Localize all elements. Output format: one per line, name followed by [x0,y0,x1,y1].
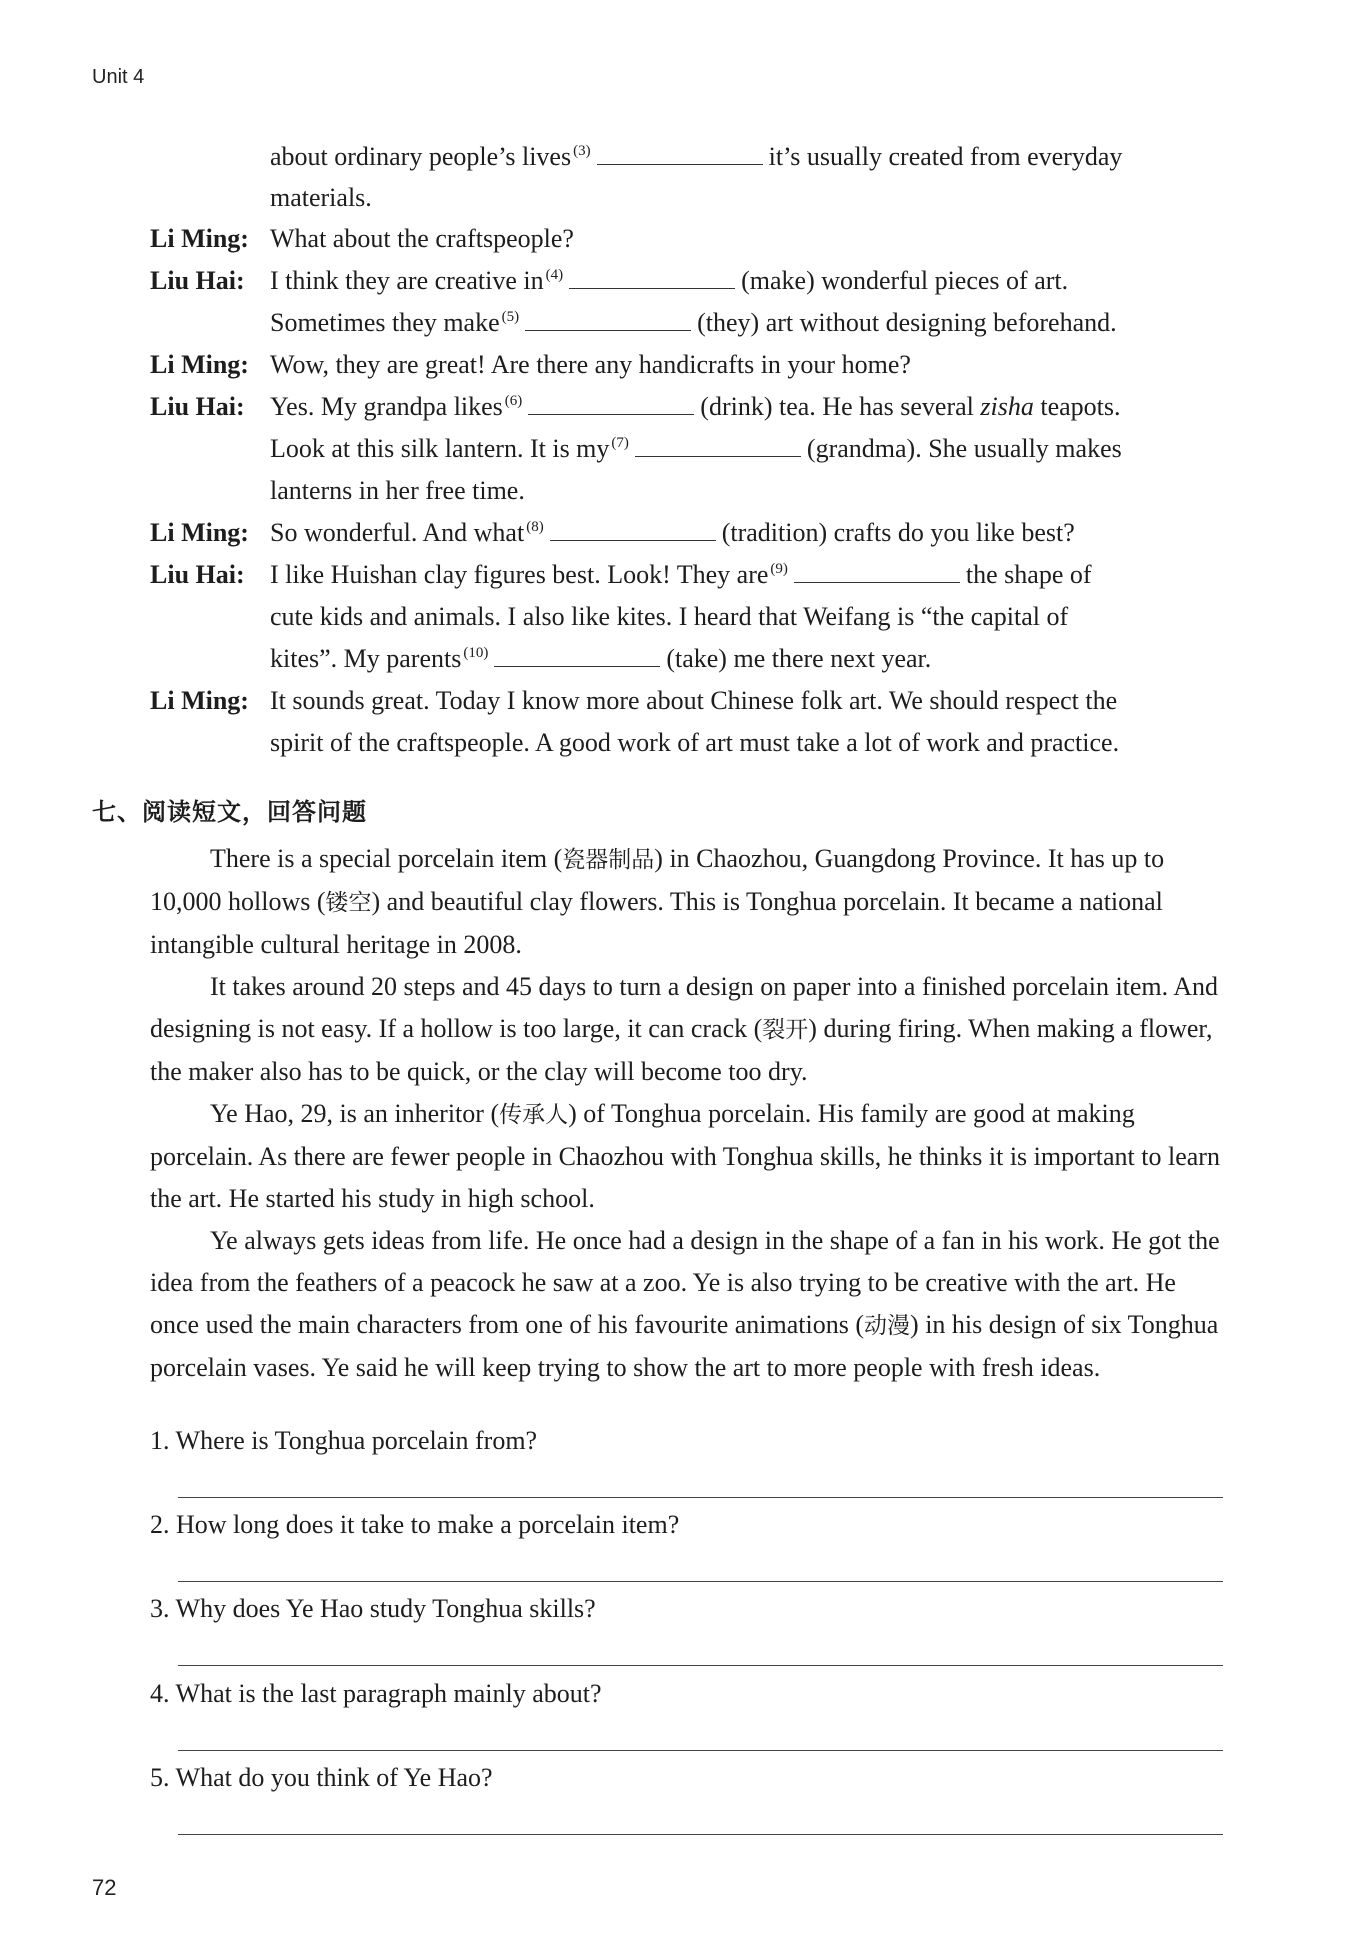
dialogue-line [270,222,574,256]
answer-line-2[interactable] [178,1581,1223,1582]
dialogue-text: It sounds great. Today I know more about Chinese folk art. We should respect the [270,686,1118,715]
dialogue-line [270,140,1122,174]
dialogue-text: lanterns in her free time. [270,476,525,505]
dialogue-line [270,306,1117,340]
dialogue-text: about ordinary people’s lives [270,142,572,171]
speaker-name: Liu Hai: [150,392,245,421]
dialogue-text: it’s usually created from everyday [768,142,1123,171]
dialogue-line [270,726,1119,760]
dialogue-text: (drink) tea. He has several [700,392,981,421]
answer-line-5[interactable] [178,1834,1223,1835]
answer-blank[interactable] [569,264,735,289]
dialogue-line [270,684,1117,718]
dialogue-text: the shape of [965,560,1092,589]
speaker-name: Li Ming: [150,518,249,547]
blank-number: (6) [504,393,523,409]
answer-line-4[interactable] [178,1750,1223,1751]
answer-blank[interactable] [494,642,660,667]
question-5: 5. What do you think of Ye Hao? [150,1763,493,1792]
dialogue-text: I like Huishan clay figures best. Look! They are [270,560,769,589]
blank-number: (7) [611,435,629,451]
dialogue-text: (they) art without designing beforehand. [697,308,1117,337]
passage-paragraph: Ye always gets ideas from life. He once had a design in the shape of a fan in his work. He got the idea from the feathers of a peacock he saw at a zoo. Ye is also trying to be creative with the art. He once used the main characters from one of his favourite animations (动漫) in his design of six Tonghua porcelain vases. Ye said he will keep trying to show the art to more people with fresh ideas. [150,1226,1220,1382]
unit-label: Unit 4 [92,66,145,88]
passage-paragraph: It takes around 20 steps and 45 days to turn a design on paper into a finished porcelain item. And designing is not easy. If a hollow is too large, it can crack (裂开) during firing. When making a flower, the maker also has to be quick, or the clay will become too dry. [150,972,1218,1086]
dialogue-text: cute kids and animals. I also like kites. I heard that Weifang is “the capital of [270,602,1069,631]
dialogue-text: What about the craftspeople? [270,224,574,253]
dialogue-text: So wonderful. And what [270,518,525,547]
dialogue-text: zisha [980,392,1034,421]
section-title: 七、阅读短文，回答问题 [92,798,367,826]
dialogue-line [270,264,1068,298]
answer-blank[interactable] [635,432,801,457]
blank-number: (5) [501,309,520,325]
answer-blank[interactable] [550,516,716,541]
reading-passage [150,838,1230,1389]
speaker-name: Liu Hai: [150,560,245,589]
speaker-name: Li Ming: [150,686,249,715]
speaker-name: Li Ming: [150,224,249,253]
dialogue-text: teapots. [1033,392,1121,421]
dialogue-text: I think they are creative in [270,266,544,295]
question-4: 4. What is the last paragraph mainly about? [150,1679,602,1708]
question-3: 3. Why does Ye Hao study Tonghua skills? [150,1594,596,1623]
answer-line-3[interactable] [178,1665,1223,1666]
answer-blank[interactable] [597,140,763,165]
passage-paragraph: There is a special porcelain item (瓷器制品) in Chaozhou, Guangdong Province. It has up to 10,000 hollows (镂空) and beautiful clay flowers. This is Tonghua porcelain. It became a national intangible cultural heritage in 2008. [150,844,1165,959]
dialogue-text: spirit of the craftspeople. A good work of art must take a lot of work and practice. [270,728,1120,757]
dialogue-text: Look at this silk lantern. It is my [270,434,610,463]
blank-number: (8) [526,519,544,535]
blank-number: (4) [545,267,564,283]
dialogue-text: (make) wonderful pieces of art. [741,266,1069,295]
answer-blank[interactable] [794,558,960,583]
blank-number: (9) [770,561,788,577]
dialogue-line [270,474,525,508]
dialogue-line [270,558,1092,592]
passage-paragraph: Ye Hao, 29, is an inheritor (传承人) of Tonghua porcelain. His family are good at making porcelain. As there are fewer people in Chaozhou with Tonghua skills, he thinks it is important to learn the art. He started his study in high school. [150,1099,1220,1213]
dialogue-text: Wow, they are great! Are there any handicrafts in your home? [270,350,911,379]
dialogue-line [270,642,931,676]
dialogue-text: (grandma). She usually makes [806,434,1122,463]
page-number: 72 [92,1875,117,1900]
question-1: 1. Where is Tonghua porcelain from? [150,1426,538,1455]
answer-line-1[interactable] [178,1497,1223,1498]
speaker-name: Li Ming: [150,350,249,379]
answer-blank[interactable] [528,390,694,415]
blank-number: (3) [573,143,591,159]
blank-number: (10) [463,645,489,661]
dialogue-line [270,516,1075,550]
dialogue-line [270,390,1121,424]
dialogue-text: Yes. My grandpa likes [270,392,503,421]
answer-blank[interactable] [525,306,691,331]
dialogue-text: materials. [270,183,372,212]
dialogue-line [270,348,911,382]
dialogue-text: (tradition) crafts do you like best? [721,518,1075,547]
dialogue-text: Sometimes they make [270,308,500,337]
dialogue-line [270,600,1068,634]
dialogue-line [270,181,372,215]
question-2: 2. How long does it take to make a porcelain item? [150,1510,680,1539]
dialogue-line [270,432,1122,466]
dialogue-text: kites”. My parents [270,644,462,673]
dialogue-text: (take) me there next year. [666,644,932,673]
speaker-name: Liu Hai: [150,266,245,295]
